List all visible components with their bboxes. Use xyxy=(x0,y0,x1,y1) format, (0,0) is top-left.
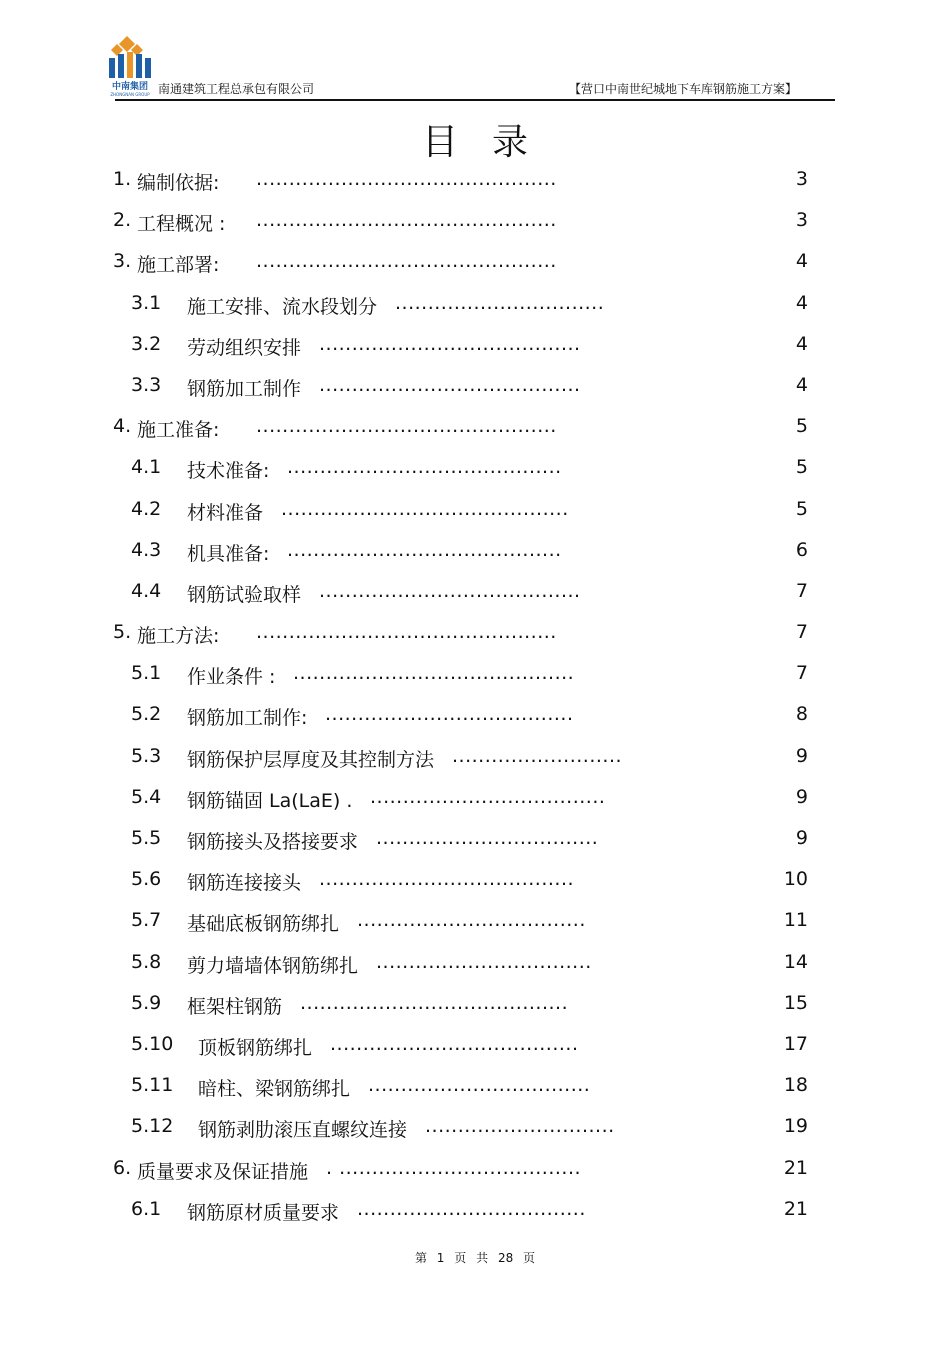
toc-page-number: 5 xyxy=(795,456,808,479)
toc-leader-dots: .......................................... xyxy=(287,538,562,561)
toc-entry[interactable] xyxy=(0,858,950,899)
toc-page-number: 5 xyxy=(795,497,808,520)
toc-label: 暗柱、梁钢筋绑扎 xyxy=(198,1078,351,1101)
project-name: 【营口中南世纪城地下车库钢筋施工方案】 xyxy=(568,82,797,96)
toc-label: 框架柱钢筋 xyxy=(187,995,283,1018)
toc-label: 钢筋加工制作: xyxy=(187,707,308,730)
toc-page-number: 14 xyxy=(783,950,808,973)
toc-leader-dots: ....................................... xyxy=(319,868,575,891)
toc-number: 5.2 xyxy=(131,703,162,726)
toc-entry[interactable] xyxy=(0,529,950,570)
toc-number: 6. xyxy=(113,1156,132,1179)
table-of-contents xyxy=(0,158,950,1229)
toc-page-number: 10 xyxy=(783,868,808,891)
footer-suffix: 页 xyxy=(523,1251,536,1265)
toc-page-number: 9 xyxy=(795,827,808,849)
toc-number: 1. xyxy=(113,168,132,190)
footer-current-page: 1 xyxy=(436,1251,445,1265)
toc-leader-dots: ........................................ xyxy=(319,332,581,355)
toc-label: 钢筋连接接头 xyxy=(187,872,302,895)
toc-page-number: 18 xyxy=(783,1074,808,1097)
toc-entry[interactable] xyxy=(0,611,950,652)
toc-entry[interactable] xyxy=(0,693,950,734)
toc-page-number: 9 xyxy=(795,744,808,767)
toc-page-number: 7 xyxy=(795,662,808,685)
toc-label: 顶板钢筋绑扎 xyxy=(198,1036,313,1059)
toc-label: 施工准备: xyxy=(137,419,220,442)
toc-page-number: 21 xyxy=(783,1156,808,1179)
toc-label: 基础底板钢筋绑扎 xyxy=(187,913,340,936)
toc-number: 4.3 xyxy=(131,538,162,561)
toc-label: 钢筋接头及搭接要求 xyxy=(187,831,359,853)
toc-number: 4.4 xyxy=(131,579,162,602)
toc-page-number: 21 xyxy=(783,1197,808,1220)
toc-entry[interactable] xyxy=(0,364,950,405)
toc-number: 4. xyxy=(113,415,132,438)
toc-page-number: 6 xyxy=(795,538,808,561)
toc-label: 剪力墙墙体钢筋绑扎 xyxy=(187,954,359,977)
toc-page-number: 5 xyxy=(795,415,808,438)
toc-leader-dots: ................................ xyxy=(395,291,605,314)
toc-number: 3.2 xyxy=(131,332,162,355)
toc-label: 钢筋锚固 La(LaE) . xyxy=(187,789,353,812)
footer-mid1: 页 xyxy=(454,1251,467,1265)
toc-label: 钢筋原材质量要求 xyxy=(187,1201,340,1224)
toc-entry[interactable] xyxy=(0,446,950,487)
toc-page-number: 19 xyxy=(783,1115,808,1138)
toc-page-number: 11 xyxy=(783,909,808,932)
toc-leader-dots: ........................................... xyxy=(293,662,575,685)
page-title: 目录 xyxy=(421,122,562,163)
page-header xyxy=(105,34,835,104)
toc-page-number: 4 xyxy=(795,373,808,396)
toc-number: 5.6 xyxy=(131,868,162,891)
toc-label: 钢筋保护层厚度及其控制方法 xyxy=(187,748,435,771)
toc-label: 钢筋试验取样 xyxy=(187,583,302,606)
toc-label: 作业条件 : xyxy=(187,666,276,689)
toc-entry[interactable] xyxy=(0,240,950,281)
toc-leader-dots: ........................................ xyxy=(319,579,581,602)
toc-page-number: 17 xyxy=(783,1032,808,1055)
toc-number: 5.5 xyxy=(131,827,162,849)
toc-number: 4.2 xyxy=(131,497,162,520)
toc-leader-dots: ...................................... xyxy=(325,703,574,726)
toc-label: 机具准备: xyxy=(187,542,270,565)
logo-text: 中南集团 xyxy=(111,82,149,92)
toc-label: 质量要求及保证措施 xyxy=(137,1160,309,1183)
toc-entry[interactable] xyxy=(0,1147,950,1188)
toc-number: 5.1 xyxy=(131,662,162,685)
toc-leader-dots: .......................... xyxy=(452,744,623,767)
toc-number: 5.11 xyxy=(131,1074,174,1097)
toc-number: 5.10 xyxy=(131,1032,174,1055)
toc-label: 施工安排、流水段划分 xyxy=(187,295,378,318)
toc-label: 劳动组织安排 xyxy=(187,336,302,359)
toc-label: 施工方法: xyxy=(137,625,220,648)
toc-leader-dots: ................................... xyxy=(357,1197,586,1220)
toc-number: 5.9 xyxy=(131,991,162,1014)
toc-entry[interactable] xyxy=(0,158,950,199)
toc-entry[interactable] xyxy=(0,323,950,364)
toc-entry[interactable] xyxy=(0,899,950,940)
toc-leader-dots: ............................................ xyxy=(281,497,569,520)
footer-total-pages: 28 xyxy=(497,1251,514,1265)
toc-entry[interactable] xyxy=(0,1064,950,1105)
toc-leader-dots: ......................................... xyxy=(300,991,569,1014)
toc-label: 技术准备: xyxy=(187,460,270,483)
toc-number: 5.12 xyxy=(131,1115,174,1138)
toc-entry[interactable] xyxy=(0,1188,950,1229)
toc-label: 工程概况 : xyxy=(137,213,226,236)
toc-leader-dots: .................................. xyxy=(368,1074,591,1097)
logo-subtext: ZHONGNAN GROUP xyxy=(110,92,150,97)
toc-entry[interactable] xyxy=(0,282,950,323)
toc-page-number: 4 xyxy=(795,250,808,273)
toc-number: 2. xyxy=(113,209,132,232)
toc-page-number: 3 xyxy=(795,168,808,190)
toc-page-number: 3 xyxy=(795,209,808,232)
toc-leader-dots: .............................................. xyxy=(256,415,557,438)
toc-number: 6.1 xyxy=(131,1197,162,1220)
toc-entry[interactable] xyxy=(0,982,950,1023)
toc-label: 编制依据: xyxy=(137,172,220,194)
toc-leader-dots: ...................................... xyxy=(330,1032,579,1055)
toc-leader-dots: .......................................... xyxy=(287,456,562,479)
toc-page-number: 4 xyxy=(795,332,808,355)
toc-number: 5.7 xyxy=(131,909,162,932)
toc-leader-dots: .............................................. xyxy=(256,250,557,273)
toc-entry[interactable] xyxy=(0,405,950,446)
toc-leader-dots: .................................... xyxy=(370,785,606,808)
toc-number: 5.3 xyxy=(131,744,162,767)
zhongnan-logo xyxy=(105,34,155,98)
toc-leader-dots: .............................................. xyxy=(256,168,557,190)
toc-leader-dots: .................................. xyxy=(376,827,599,849)
toc-leader-dots: ................................... xyxy=(357,909,586,932)
toc-label: 材料准备 xyxy=(187,501,264,524)
toc-entry[interactable] xyxy=(0,1105,950,1146)
toc-number: 3.1 xyxy=(131,291,162,314)
toc-leader-dots: ............................. xyxy=(425,1115,615,1138)
toc-leader-dots: ........................................ xyxy=(319,373,581,396)
toc-entry[interactable] xyxy=(0,652,950,693)
toc-entry[interactable] xyxy=(0,488,950,529)
toc-page-number: 7 xyxy=(795,621,808,644)
toc-leader-dots: ................................. xyxy=(376,950,592,973)
toc-entry[interactable] xyxy=(0,941,950,982)
toc-number: 3.3 xyxy=(131,373,162,396)
toc-number: 4.1 xyxy=(131,456,162,479)
footer-mid2: 共 xyxy=(476,1251,489,1265)
toc-entry[interactable] xyxy=(0,570,950,611)
toc-leader-dots: .............................................. xyxy=(256,621,557,644)
toc-number: 5.8 xyxy=(131,950,162,973)
toc-entry[interactable] xyxy=(0,735,950,776)
toc-entry[interactable] xyxy=(0,817,950,858)
toc-entry[interactable] xyxy=(0,199,950,240)
toc-page-number: 9 xyxy=(795,785,808,808)
toc-label: 钢筋加工制作 xyxy=(187,377,302,400)
toc-label: 施工部署: xyxy=(137,254,220,277)
toc-entry[interactable] xyxy=(0,1023,950,1064)
toc-number: 3. xyxy=(113,250,132,273)
page-footer xyxy=(0,1249,950,1266)
toc-label: 钢筋剥肋滚压直螺纹连接 xyxy=(198,1119,408,1142)
toc-page-number: 7 xyxy=(795,579,808,602)
toc-number: 5. xyxy=(113,621,132,644)
footer-prefix: 第 xyxy=(414,1251,427,1265)
toc-number: 5.4 xyxy=(131,785,162,808)
header-divider xyxy=(115,99,835,101)
toc-page-number: 4 xyxy=(795,291,808,314)
toc-page-number: 8 xyxy=(795,703,808,726)
toc-entry[interactable] xyxy=(0,776,950,817)
toc-page-number: 15 xyxy=(783,991,808,1014)
company-name: 南通建筑工程总承包有限公司 xyxy=(158,82,315,96)
toc-leader-dots: .............................................. xyxy=(256,209,557,232)
toc-leader-dots: . ..................................... xyxy=(326,1156,582,1179)
